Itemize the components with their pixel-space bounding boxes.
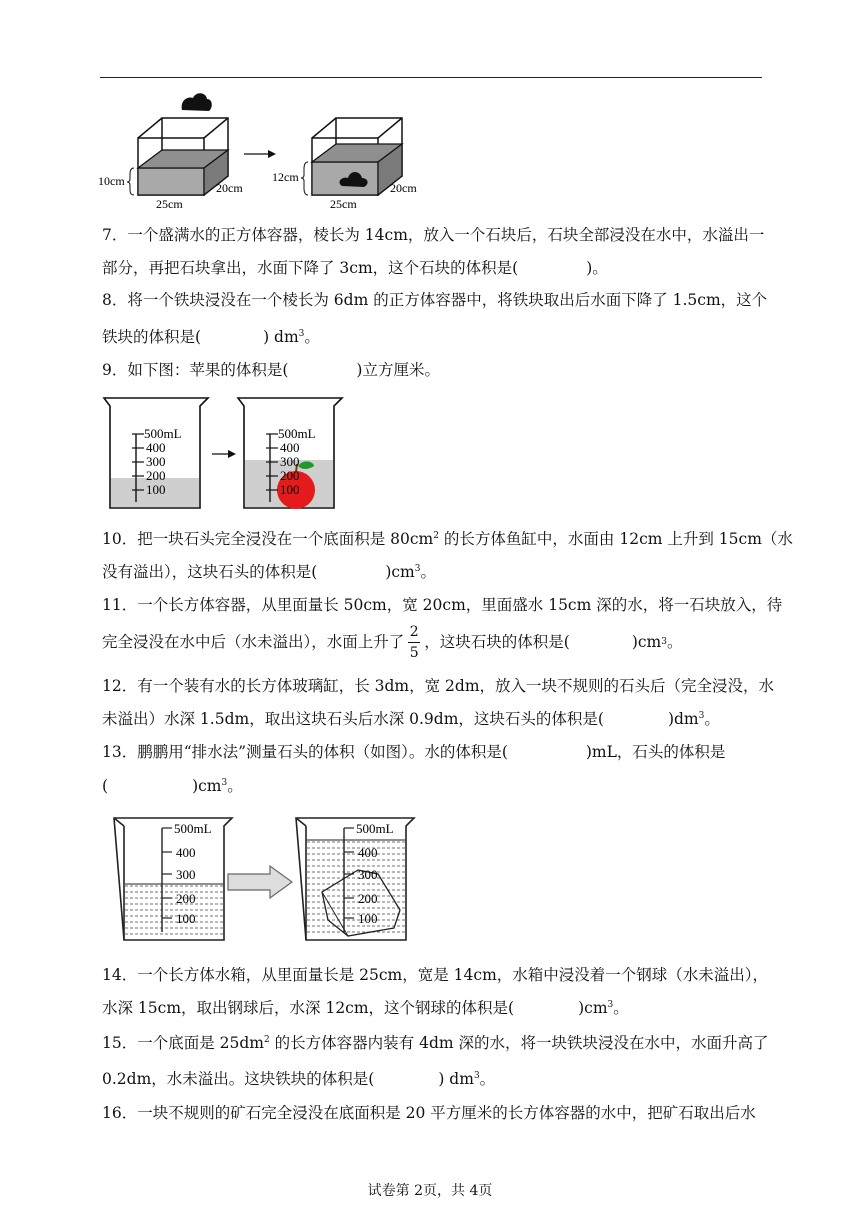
beaker2-label-500: 500mL — [278, 426, 316, 441]
beaker2-label-400: 400 — [280, 440, 300, 455]
q9-text: 9．如下图：苹果的体积是( — [102, 361, 289, 379]
q7-text: 部分，再把石块拿出，水面下降了 3cm，这个石块的体积是( — [102, 259, 519, 277]
q15-text1: 15．一个底面是 25dm — [102, 1034, 264, 1052]
q13-paren: ( — [102, 777, 109, 795]
q12-text2: 未溢出）水深 1.5dm，取出这块石头后水深 0.9dm，这块石头的体积是( — [102, 710, 604, 728]
q11-end: 。 — [667, 633, 683, 651]
fraction-denominator: 5 — [409, 644, 419, 661]
q12-sup: 3 — [698, 711, 705, 721]
right-depth-label: 20cm — [390, 181, 417, 195]
q15-unit: ) dm — [438, 1070, 474, 1088]
q10-sup2: 3 — [414, 564, 421, 574]
beaker3-label-400: 400 — [176, 845, 196, 860]
right-height-label: 12cm — [272, 170, 299, 184]
beaker4-label-200: 200 — [358, 891, 378, 906]
q13-text1b: )mL，石头的体积是 — [585, 743, 726, 761]
q12-unit: )dm — [667, 710, 699, 728]
fraction-two-fifths — [408, 624, 420, 661]
q13-unit: )cm — [192, 777, 222, 795]
q10-text1b: 的长方体鱼缸中，水面由 12cm 上升到 15cm（水 — [439, 530, 793, 548]
q16-line1: 16．一块不规则的矿石完全浸没在底面积是 20 平方厘米的长方体容器的水中，把矿石取出后水 — [102, 1104, 756, 1122]
beaker4-label-300: 300 — [358, 867, 378, 882]
q13-text1: 13．鹏鹏用“排水法”测量石头的体积（如图）。水的体积是( — [102, 743, 508, 761]
beaker2-label-300: 300 — [280, 454, 300, 469]
beaker1-label-200: 200 — [146, 468, 166, 483]
beaker3-label-200: 200 — [176, 891, 196, 906]
beaker3-label-300: 300 — [176, 867, 196, 882]
left-depth-label: 20cm — [216, 181, 243, 195]
figure-cuboid-containers — [96, 86, 436, 210]
beaker1-label-300: 300 — [146, 454, 166, 469]
q15-text1b: 的长方体容器内装有 4dm 深的水，将一块铁块浸没在水中，水面升高了 — [269, 1034, 769, 1052]
beaker3-label-100: 100 — [176, 911, 196, 926]
q11-line1: 11．一个长方体容器，从里面量长 50cm，宽 20cm，里面盛水 15cm 深的水，将一石块放入，待 — [102, 596, 783, 614]
q11-text2: 完全浸没在水中后（水未溢出），水面上升了 — [102, 633, 405, 651]
q8-unit: ) dm — [263, 328, 299, 346]
stone-shape — [182, 93, 212, 111]
header-rule — [100, 77, 762, 78]
q9-suffix: )立方厘米。 — [356, 361, 440, 379]
beaker2-label-200: 200 — [280, 468, 300, 483]
q8-text: 铁块的体积是( — [102, 328, 202, 346]
q10-end: 。 — [420, 563, 436, 581]
q10-sup1: 2 — [433, 531, 439, 541]
q14-end: 。 — [613, 999, 629, 1017]
beaker4-label-100: 100 — [358, 911, 378, 926]
q12-end: 。 — [704, 710, 720, 728]
q10-unit: )cm — [385, 563, 415, 581]
q7-line1: 7．一个盛满水的正方体容器，棱长为 14cm，放入一个石块后，石块全部浸没在水中，水溢出一 — [102, 226, 765, 244]
beaker1-label-100: 100 — [146, 482, 166, 497]
q15-text2: 0.2dm，水未溢出。这块铁块的体积是( — [102, 1070, 375, 1088]
q8-end: 。 — [304, 328, 320, 346]
q14-line1: 14．一个长方体水箱，从里面量长是 25cm，宽是 14cm，水箱中浸没着一个钢球（水未溢出）， — [102, 966, 769, 984]
right-width-label: 25cm — [330, 197, 357, 210]
block-arrow — [228, 866, 292, 898]
beaker4-label-400: 400 — [358, 845, 378, 860]
beaker1-label-500: 500mL — [144, 426, 182, 441]
q13-sup: 3 — [221, 778, 228, 788]
q14-text2: 水深 15cm，取出钢球后，水深 12cm，这个钢球的体积是( — [102, 999, 515, 1017]
beaker2-label-100: 100 — [280, 482, 300, 497]
q7-suffix: )。 — [586, 259, 608, 277]
left-width-label: 25cm — [156, 197, 183, 210]
q8-sup: 3 — [298, 329, 305, 339]
beaker3-label-500: 500mL — [174, 821, 212, 836]
figure-beakers-stone — [110, 812, 420, 948]
beaker1-label-400: 400 — [146, 440, 166, 455]
q11-text3: ，这块石块的体积是( — [424, 633, 570, 651]
q10-text2: 没有溢出），这块石头的体积是( — [102, 563, 318, 581]
q13-end: 。 — [227, 777, 243, 795]
q14-sup: 3 — [607, 1000, 614, 1010]
figure-beakers-apple — [100, 394, 360, 512]
q8-line1: 8．将一个铁块浸没在一个棱长为 6dm 的正方体容器中，将铁块取出后水面下降了 1.5cm，这个 — [102, 291, 768, 309]
q15-end: 。 — [479, 1070, 496, 1088]
page-footer: 试卷第 2页，共 4页 — [367, 1183, 493, 1199]
fraction-numerator: 2 — [409, 623, 419, 640]
q11-unit: )cm — [631, 633, 662, 651]
q10-text1: 10．把一块石头完全浸没在一个底面积是 80cm — [102, 530, 434, 548]
left-height-label: 10cm — [98, 174, 125, 188]
q15-sup1: 2 — [264, 1035, 270, 1045]
q15-sup2: 3 — [473, 1071, 480, 1081]
q12-line1: 12．有一个装有水的长方体玻璃缸，长 3dm，宽 2dm，放入一块不规则的石头后（完全浸没，水 — [102, 677, 775, 695]
beaker4-label-500: 500mL — [356, 821, 394, 836]
q14-unit: )cm — [578, 999, 608, 1017]
